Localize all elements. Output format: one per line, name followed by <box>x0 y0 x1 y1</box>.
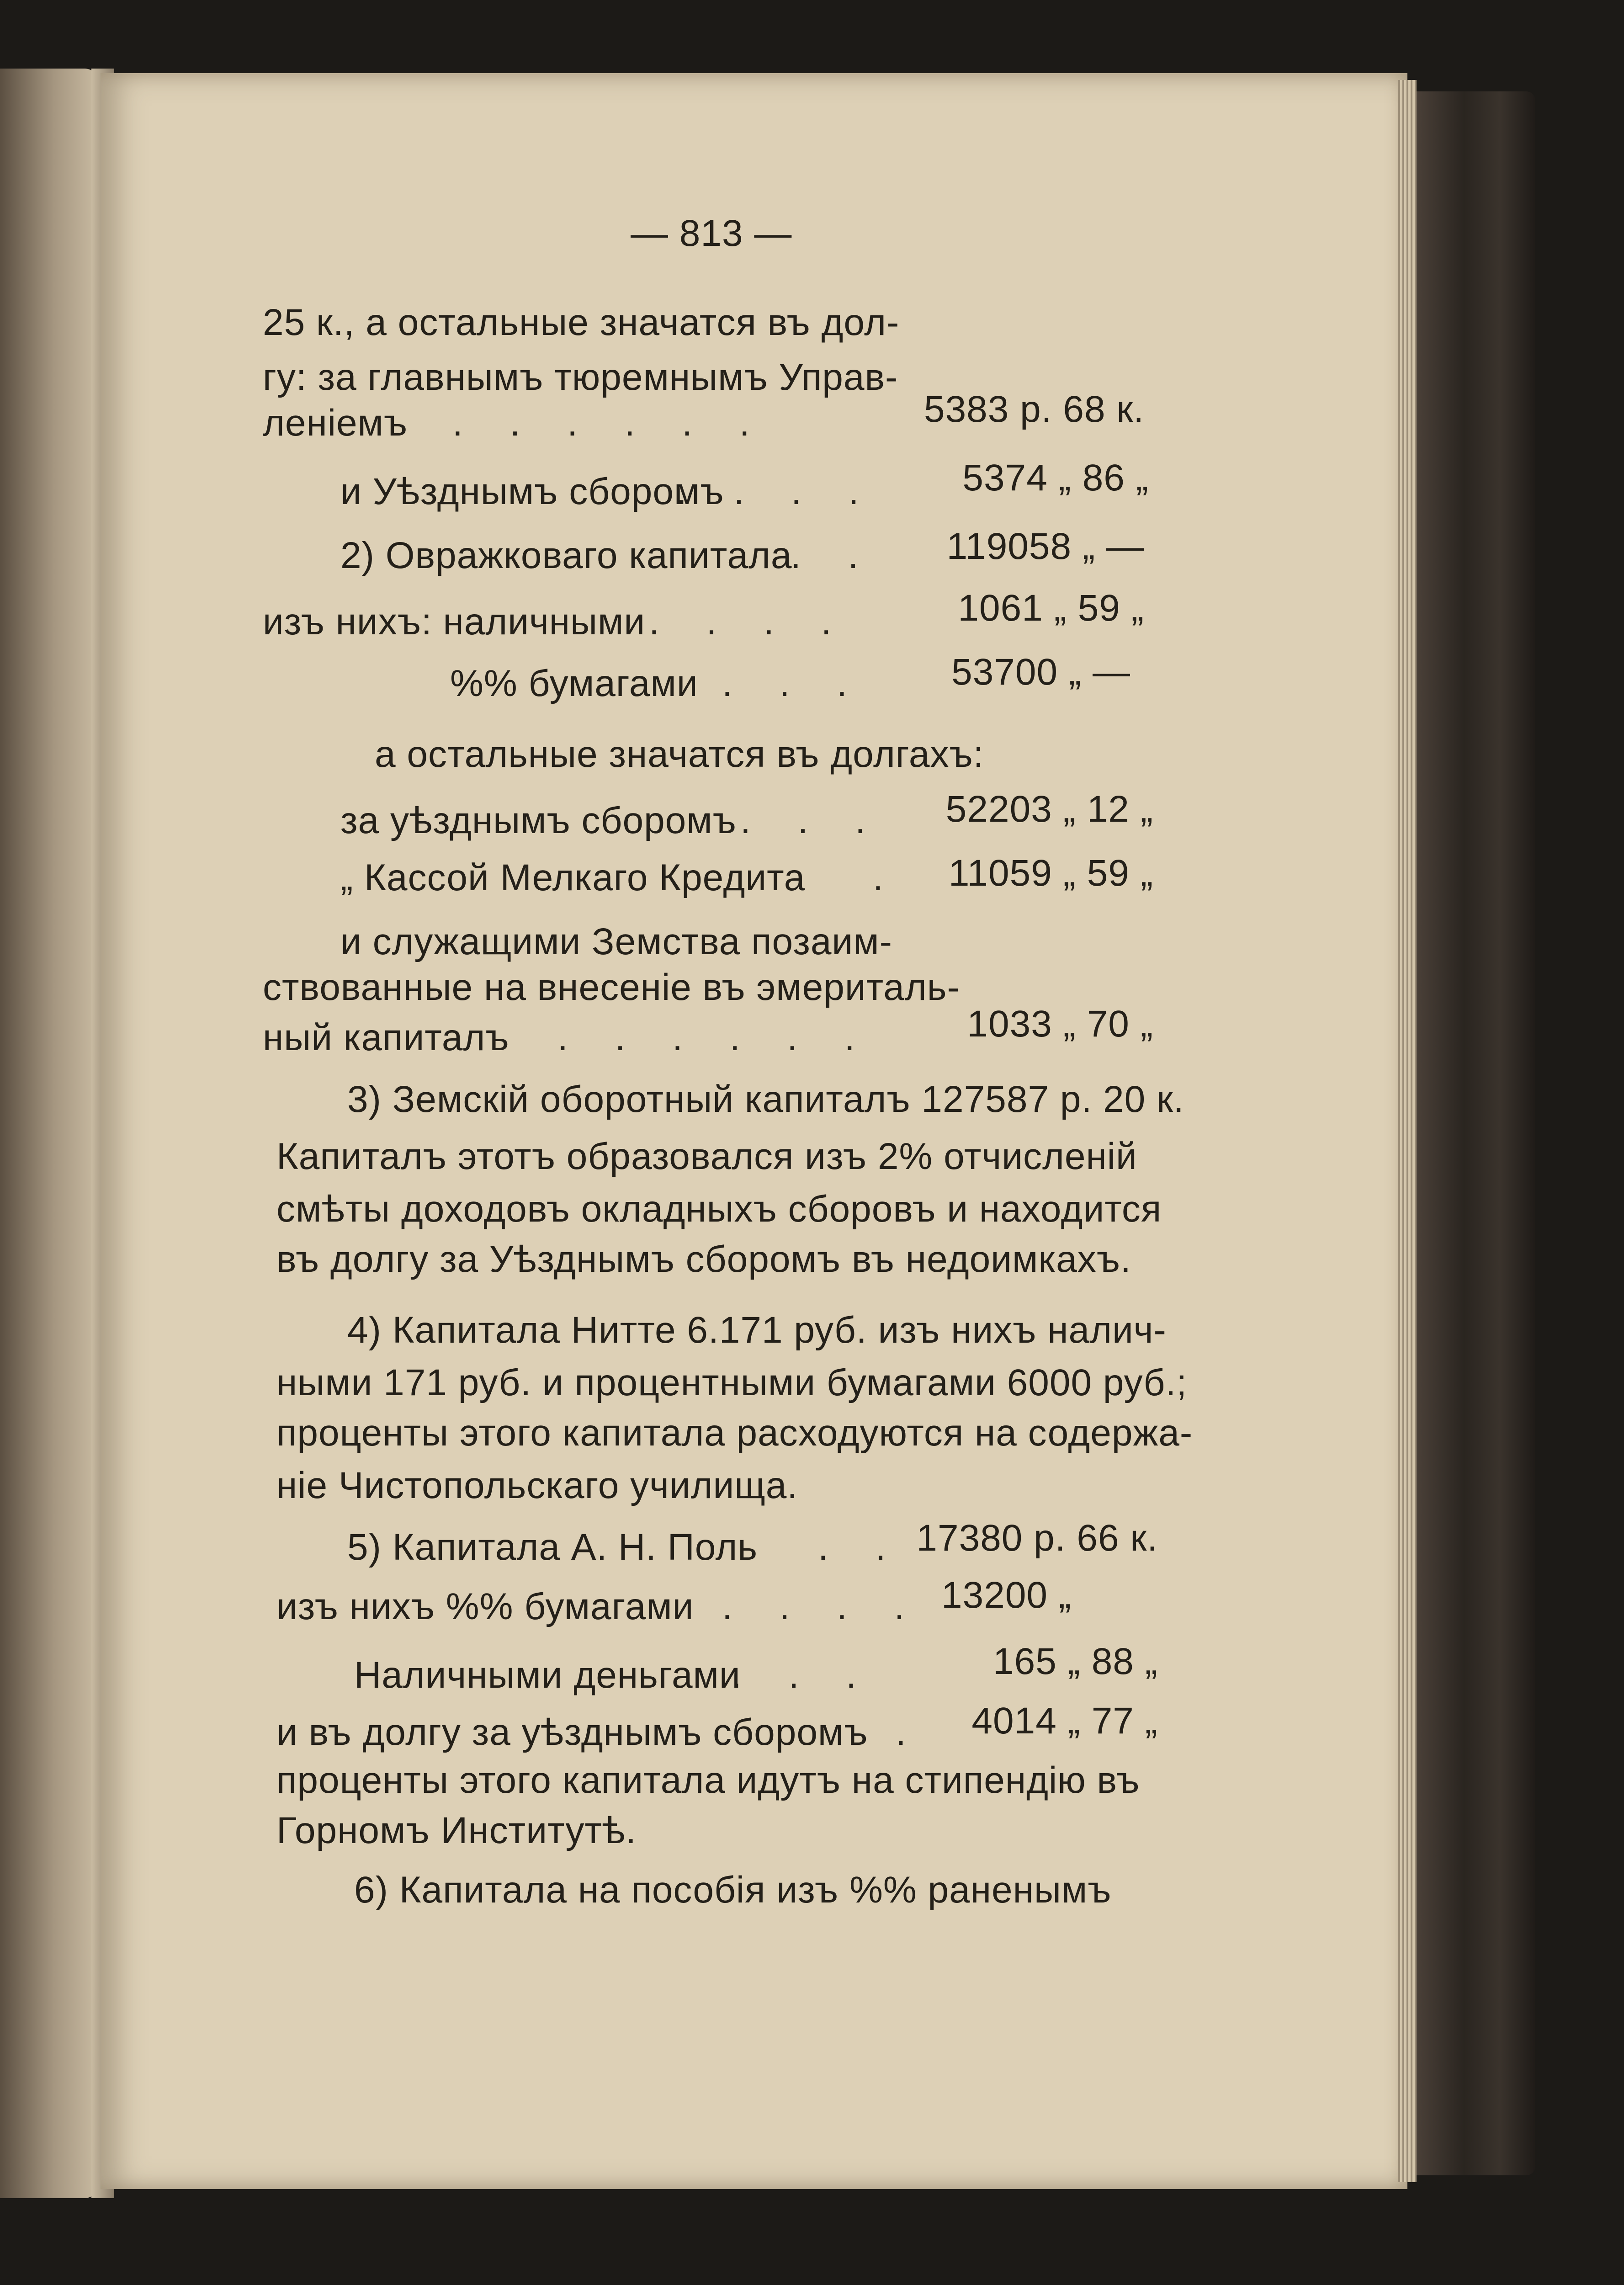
amount: 1033 „ 70 „ <box>967 1003 1153 1045</box>
text-line: ніе Чистопольскаго училища. <box>276 1465 798 1506</box>
text-line: ными 171 руб. и процентными бумагами 6000 руб.; <box>276 1362 1188 1403</box>
text-line: въ долгу за Уѣзднымъ сборомъ въ недоимкахъ. <box>276 1238 1131 1280</box>
amount: 119058 „ — <box>946 526 1144 567</box>
leader-dots: . <box>873 857 902 898</box>
text-line: изъ нихъ %% бумагами <box>276 1586 694 1627</box>
text-line: за уѣзднымъ сборомъ <box>340 800 737 841</box>
text-line: 4) Капитала Нитте 6.171 руб. изъ нихъ налич- <box>347 1309 1167 1351</box>
leader-dots: . . <box>818 1526 904 1568</box>
page-number: — 813 — <box>631 213 792 254</box>
leader-dots: . . . . . . <box>452 402 768 444</box>
amount: 13200 „ <box>941 1574 1072 1616</box>
book-cover-edge <box>1417 91 1535 2175</box>
text-line: а остальные значатся въ долгахъ: <box>375 733 984 775</box>
text-line: 25 к., а остальные значатся въ дол- <box>263 302 900 343</box>
text-line: ный капиталъ <box>263 1017 509 1058</box>
text-line: 2) Овражковаго капитала <box>340 535 792 576</box>
amount: 17380 р. 66 к. <box>916 1517 1158 1559</box>
leader-dots: . . . <box>722 663 865 704</box>
text-line: проценты этого капитала идутъ на стипендію въ <box>276 1759 1140 1801</box>
amount: 1061 „ 59 „ <box>958 587 1144 629</box>
text-line: 3) Земскій оборотный капиталъ 127587 р. 20 к. <box>347 1079 1184 1120</box>
leader-dots: . <box>896 1711 924 1753</box>
leader-dots: . . <box>791 535 877 576</box>
amount: 52203 „ 12 „ <box>945 788 1153 830</box>
amount: 4014 „ 77 „ <box>971 1700 1158 1742</box>
leader-dots: . . . . <box>722 1586 923 1627</box>
text-line: 6) Капитала на пособія изъ %% раненымъ <box>354 1869 1112 1911</box>
text-line: гу: за главнымъ тюремнымъ Управ- <box>263 356 898 398</box>
page-stack-edge <box>1398 80 1417 2182</box>
text-line: ствованные на внесеніе въ эмериталь- <box>263 967 960 1008</box>
text-line: проценты этого капитала расходуются на содержа- <box>276 1412 1193 1454</box>
amount: 5374 „ 86 „ <box>962 457 1149 499</box>
amount: 165 „ 88 „ <box>993 1641 1158 1682</box>
text-line: Капиталъ этотъ образовался изъ 2% отчисленій <box>276 1136 1137 1177</box>
amount: 53700 „ — <box>951 651 1130 693</box>
leader-dots: . . . . <box>649 601 850 643</box>
text-line: и Уѣзднымъ сборомъ <box>340 471 724 512</box>
text-line: „ Кассой Мелкаго Кредита <box>340 857 806 898</box>
text-line: 5) Капитала А. Н. Поль <box>347 1526 758 1568</box>
text-line: смѣты доходовъ окладныхъ сборовъ и находится <box>276 1188 1162 1230</box>
leader-dots: . . . <box>740 800 884 841</box>
amount: 5383 р. 68 к. <box>923 388 1144 430</box>
left-page-edge <box>0 69 98 2198</box>
text-line: леніемъ <box>263 402 408 444</box>
leader-dots: . . . . . . <box>557 1017 873 1058</box>
text-line: Наличными деньгами <box>354 1654 741 1696</box>
leader-dots: . . . <box>731 1654 875 1696</box>
text-line: изъ нихъ: наличными <box>263 601 646 643</box>
leader-dots: . . . . <box>676 471 877 512</box>
amount: 11059 „ 59 „ <box>948 852 1153 894</box>
text-line: и въ долгу за уѣзднымъ сборомъ <box>276 1711 868 1753</box>
text-line: %% бумагами <box>450 663 698 704</box>
text-line: и служащими Земства позаим- <box>340 921 892 962</box>
text-line: Горномъ Институтѣ. <box>276 1810 637 1851</box>
